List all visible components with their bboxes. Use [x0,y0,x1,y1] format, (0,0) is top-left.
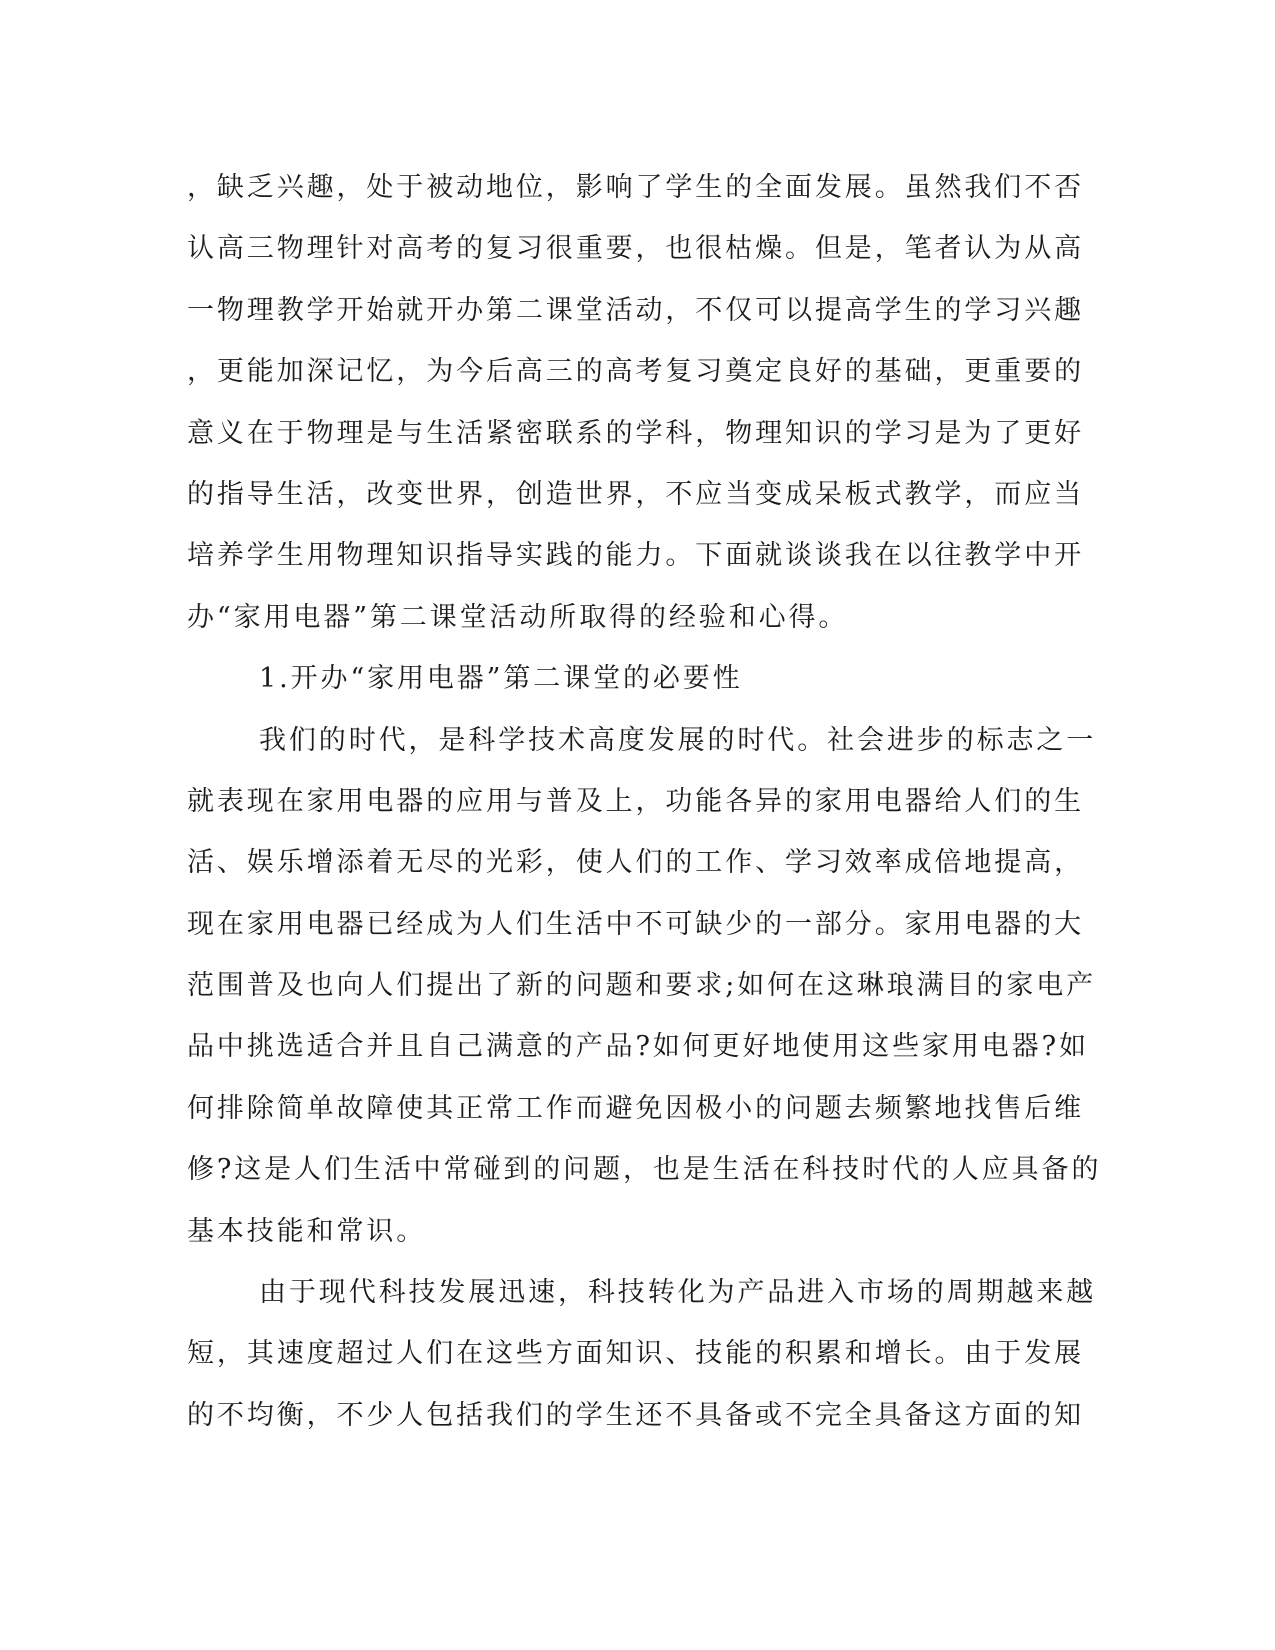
text-line: 培养学生用物理知识指导实践的能力。下面就谈谈我在以往教学中开 [187,540,1084,572]
text-line: 现在家用电器已经成为人们生活中不可缺少的一部分。家用电器的大 [187,908,1084,940]
text-line: 基本技能和常识。 [187,1215,427,1247]
text-line: ，更能加深记忆，为今后高三的高考复习奠定良好的基础，更重要的 [187,356,1084,388]
body-text [187,157,1102,1446]
text-line: 活、娱乐增添着无尽的光彩，使人们的工作、学习效率成倍地提高， [187,847,1084,879]
text-line: 我们的时代，是科学技术高度发展的时代。社会进步的标志之一 [259,724,1097,756]
text-line: 何排除简单故障使其正常工作而避免因极小的问题去频繁地找售后维 [187,1092,1084,1124]
text-line: 品中挑选适合并且自己满意的产品?如何更好地使用这些家用电器?如 [187,1031,1089,1063]
text-line: 认高三物理针对高考的复习很重要，也很枯燥。但是，笔者认为从高 [187,233,1084,265]
section-heading: 1.开办“家用电器”第二课堂的必要性 [259,663,743,695]
text-line: 意义在于物理是与生活紧密联系的学科，物理知识的学习是为了更好 [187,417,1084,449]
text-line: 办“家用电器”第二课堂活动所取得的经验和心得。 [187,601,849,633]
text-line: 范围普及也向人们提出了新的问题和要求;如何在这琳琅满目的家电产 [187,970,1096,1002]
text-line: 一物理教学开始就开办第二课堂活动，不仅可以提高学生的学习兴趣 [187,294,1084,326]
text-line: 修?这是人们生活中常碰到的问题，也是生活在科技时代的人应具备的 [187,1154,1102,1186]
text-line: 的指导生活，改变世界，创造世界，不应当变成呆板式教学，而应当 [187,478,1084,510]
text-line: 由于现代科技发展迅速，科技转化为产品进入市场的周期越来越 [259,1277,1097,1309]
text-line: 的不均衡，不少人包括我们的学生还不具备或不完全具备这方面的知 [187,1399,1084,1431]
text-line: 短，其速度超过人们在这些方面知识、技能的积累和增长。由于发展 [187,1338,1084,1370]
text-line: ，缺乏兴趣，处于被动地位，影响了学生的全面发展。虽然我们不否 [187,172,1084,203]
text-line: 就表现在家用电器的应用与普及上，功能各异的家用电器给人们的生 [187,785,1084,817]
